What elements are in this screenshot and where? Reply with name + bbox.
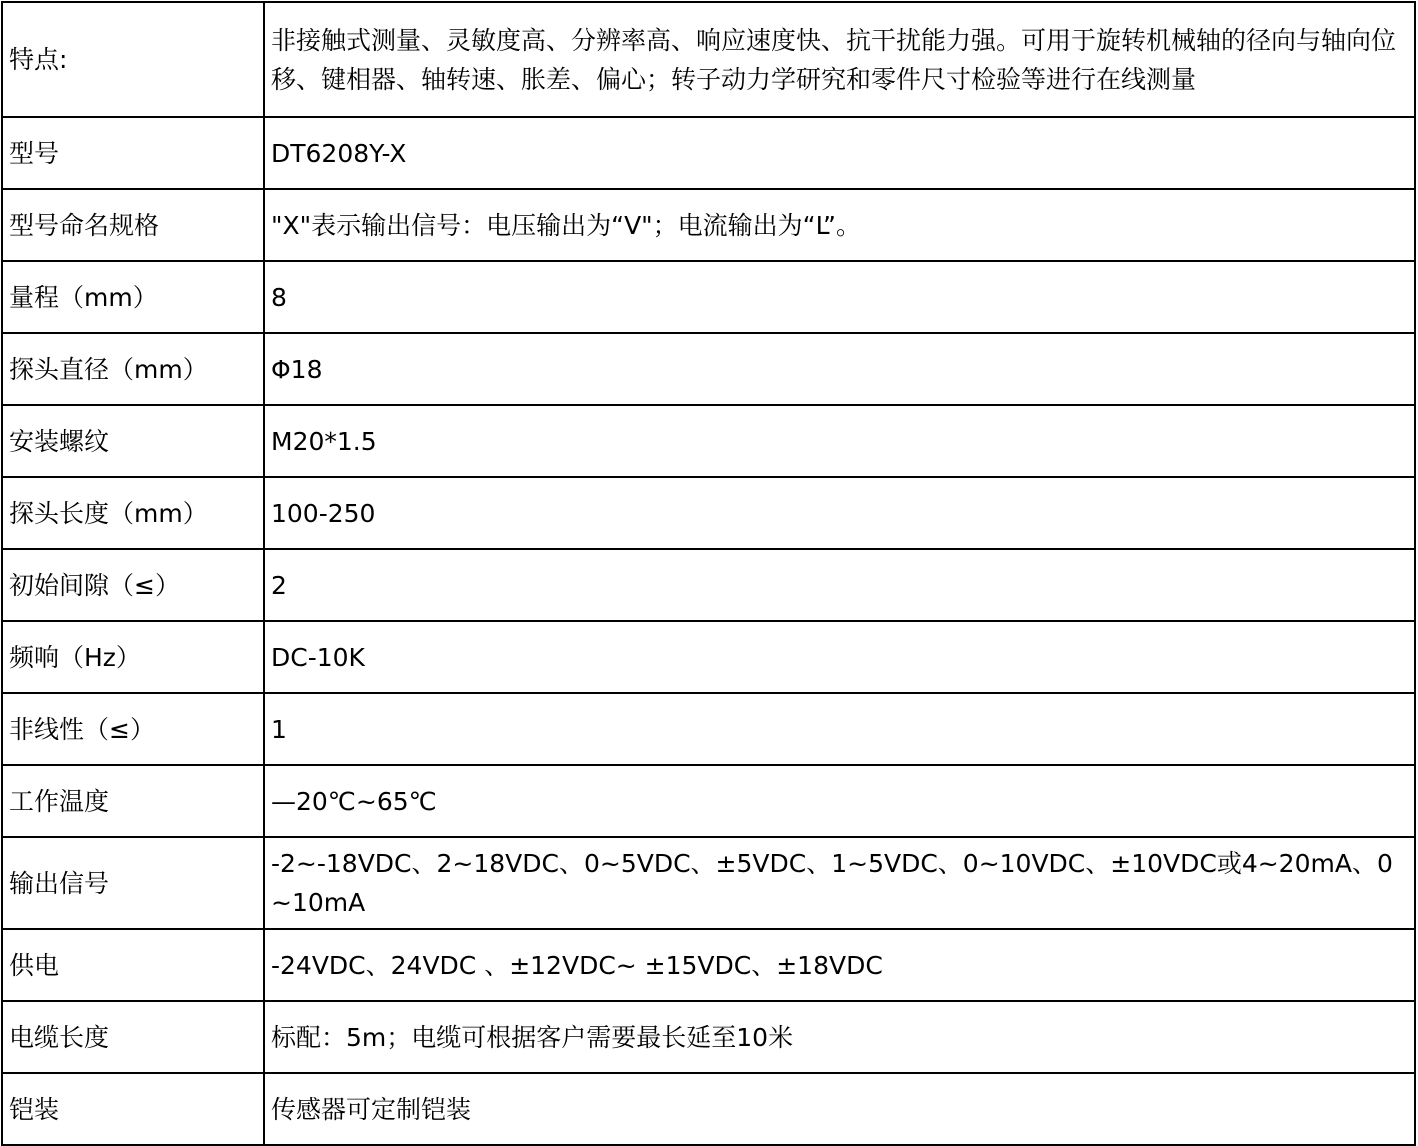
row-label: 探头长度（mm） [2,477,264,549]
table-row [2,261,1415,333]
table-row [2,333,1415,405]
row-value: DC-10K [264,621,1415,693]
row-value: -2~-18VDC、2~18VDC、0~5VDC、±5VDC、1~5VDC、0~10VDC、±10VDC或4~20mA、0~10mA [264,837,1415,929]
row-label: 特点: [2,2,264,117]
table-row [2,693,1415,765]
row-value: —20℃~65℃ [264,765,1415,837]
row-label: 型号 [2,117,264,189]
table-row [2,477,1415,549]
row-label: 频响（Hz） [2,621,264,693]
row-value: 8 [264,261,1415,333]
row-value: M20*1.5 [264,405,1415,477]
table-row [2,189,1415,261]
row-label: 铠装 [2,1073,264,1145]
row-value: 非接触式测量、灵敏度高、分辨率高、响应速度快、抗干扰能力强。可用于旋转机械轴的径向与轴向位移、键相器、轴转速、胀差、偏心；转子动力学研究和零件尺寸检验等进行在线测量 [264,2,1415,117]
row-label: 输出信号 [2,837,264,929]
row-value: 1 [264,693,1415,765]
row-value: "X"表示输出信号：电压输出为“V"；电流输出为“L”。 [264,189,1415,261]
row-label: 电缆长度 [2,1001,264,1073]
row-label: 型号命名规格 [2,189,264,261]
table-row [2,765,1415,837]
row-value: DT6208Y-X [264,117,1415,189]
row-label: 非线性（≤） [2,693,264,765]
table-row [2,837,1415,929]
table-row [2,549,1415,621]
table-row [2,929,1415,1001]
table-row [2,117,1415,189]
row-value: 传感器可定制铠装 [264,1073,1415,1145]
row-label: 探头直径（mm） [2,333,264,405]
row-value: -24VDC、24VDC 、±12VDC~ ±15VDC、±18VDC [264,929,1415,1001]
table-row [2,405,1415,477]
row-value: 标配：5m；电缆可根据客户需要最长延至10米 [264,1001,1415,1073]
table-row [2,2,1415,117]
table-row [2,1001,1415,1073]
row-value: 100-250 [264,477,1415,549]
row-value: 2 [264,549,1415,621]
table-row [2,1073,1415,1145]
row-label: 供电 [2,929,264,1001]
row-label: 安装螺纹 [2,405,264,477]
spec-table [1,1,1416,1146]
row-label: 量程（mm） [2,261,264,333]
row-label: 工作温度 [2,765,264,837]
table-row [2,621,1415,693]
row-value: Φ18 [264,333,1415,405]
row-label: 初始间隙（≤） [2,549,264,621]
